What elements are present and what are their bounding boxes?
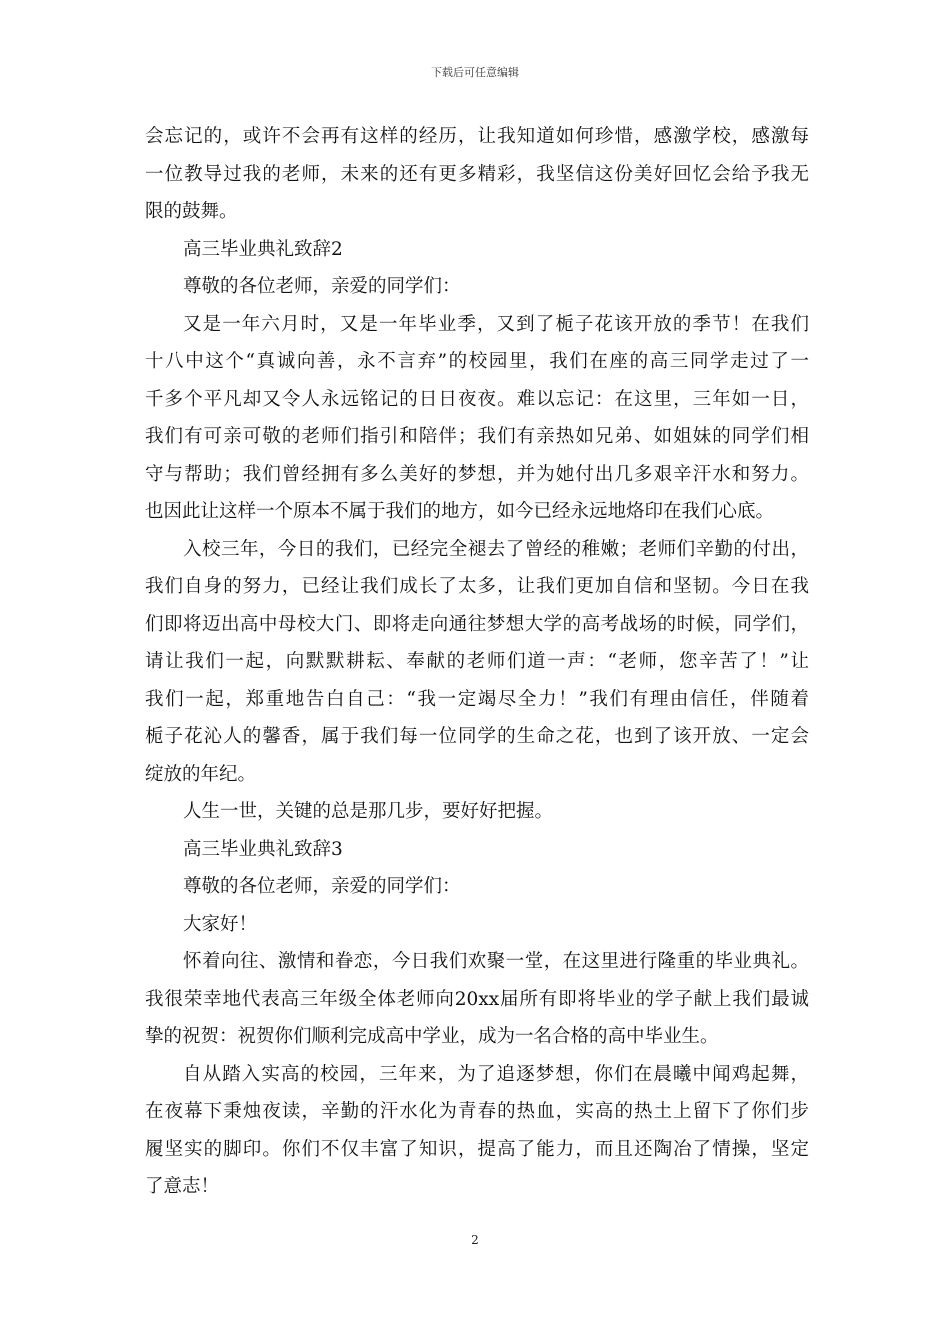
text-line: 入校三年，今日的我们，已经完全褪去了曾经的稚嫩；老师们辛勤的付出， (183, 538, 809, 560)
text-line: 尊敬的各位老师，亲爱的同学们： (183, 276, 461, 297)
text-line: 履坚实的脚印。你们不仅丰富了知识，提高了能力，而且还陶冶了情操，坚定 (145, 1138, 809, 1160)
paragraph (145, 306, 809, 531)
document-body (145, 118, 809, 1206)
paragraph (145, 268, 809, 306)
paragraph (145, 231, 809, 269)
text-line: 我们自身的努力，已经让我们成长了太多，让我们更加自信和坚韧。今日在我 (145, 576, 809, 597)
text-line: 在夜幕下秉烛夜读，辛勤的汗水化为青春的热血，实高的热土上留下了你们步 (145, 1101, 809, 1122)
paragraph (145, 868, 809, 906)
text-line: 又是一年六月时，又是一年毕业季，又到了栀子花该开放的季节！在我们 (183, 313, 809, 335)
text-line: 人生一世，关键的总是那几步，要好好把握。 (183, 801, 554, 822)
text-line: 千多个平凡却又令人永远铭记的日日夜夜。难以忘记：在这里，三年如一日， (145, 388, 809, 410)
text-line: 我们有可亲可敬的老师们指引和陪伴；我们有亲热如兄弟、如姐妹的同学们相 (145, 426, 809, 447)
text-line: 大家好！ (183, 913, 258, 935)
text-line: 挚的祝贺：祝贺你们顺利完成高中学业，成为一名合格的高中毕业生。 (145, 1026, 719, 1047)
text-line: 请让我们一起，向默默耕耘、奉献的老师们道一声：“老师，您辛苦了！”让 (145, 651, 809, 672)
text-line: 自从踏入实高的校园，三年来，为了追逐梦想，你们在晨曦中闻鸡起舞， (183, 1063, 809, 1085)
text-line: 绽放的年纪。 (145, 763, 257, 785)
page-header: 下载后可任意编辑 (431, 66, 519, 79)
text-line: 怀着向往、激情和眷恋，今日我们欢聚一堂，在这里进行隆重的毕业典礼。 (183, 951, 809, 972)
text-line: 高三毕业典礼致辞3 (183, 838, 343, 860)
paragraph (145, 943, 809, 1056)
text-line: 十八中这个“真诚向善，永不言弃”的校园里，我们在座的高三同学走过了一 (145, 351, 809, 372)
text-line: 了意志！ (145, 1176, 220, 1197)
paragraph (145, 1056, 809, 1206)
paragraph (145, 531, 809, 794)
paragraph (145, 793, 809, 831)
page-number: 2 (471, 1233, 479, 1247)
text-line: 高三毕业典礼致辞2 (183, 238, 343, 260)
text-line: 限的鼓舞。 (145, 201, 238, 222)
paragraph (145, 906, 809, 944)
text-line: 栀子花沁人的馨香，属于我们每一位同学的生命之花，也到了该开放、一定会 (145, 726, 809, 747)
text-line: 会忘记的，或许不会再有这样的经历，让我知道如何珍惜，感激学校，感激每 (145, 126, 809, 147)
paragraph (145, 118, 809, 231)
text-line: 们即将迈出高中母校大门、即将走向通往梦想大学的高考战场的时候，同学们， (145, 613, 809, 635)
text-line: 一位教导过我的老师，未来的还有更多精彩，我坚信这份美好回忆会给予我无 (145, 163, 809, 185)
text-line: 尊敬的各位老师，亲爱的同学们： (183, 876, 461, 897)
text-line: 我们一起，郑重地告白自己：“我一定竭尽全力！”我们有理由信任，伴随着 (145, 688, 809, 710)
text-line: 我很荣幸地代表高三年级全体老师向20xx届所有即将毕业的学子献上我们最诚 (145, 988, 809, 1010)
text-line: 守与帮助；我们曾经拥有多么美好的梦想，并为她付出几多艰辛汗水和努力。 (145, 463, 809, 485)
text-line: 也因此让这样一个原本不属于我们的地方，如今已经永远地烙印在我们心底。 (145, 501, 775, 522)
paragraph (145, 831, 809, 869)
